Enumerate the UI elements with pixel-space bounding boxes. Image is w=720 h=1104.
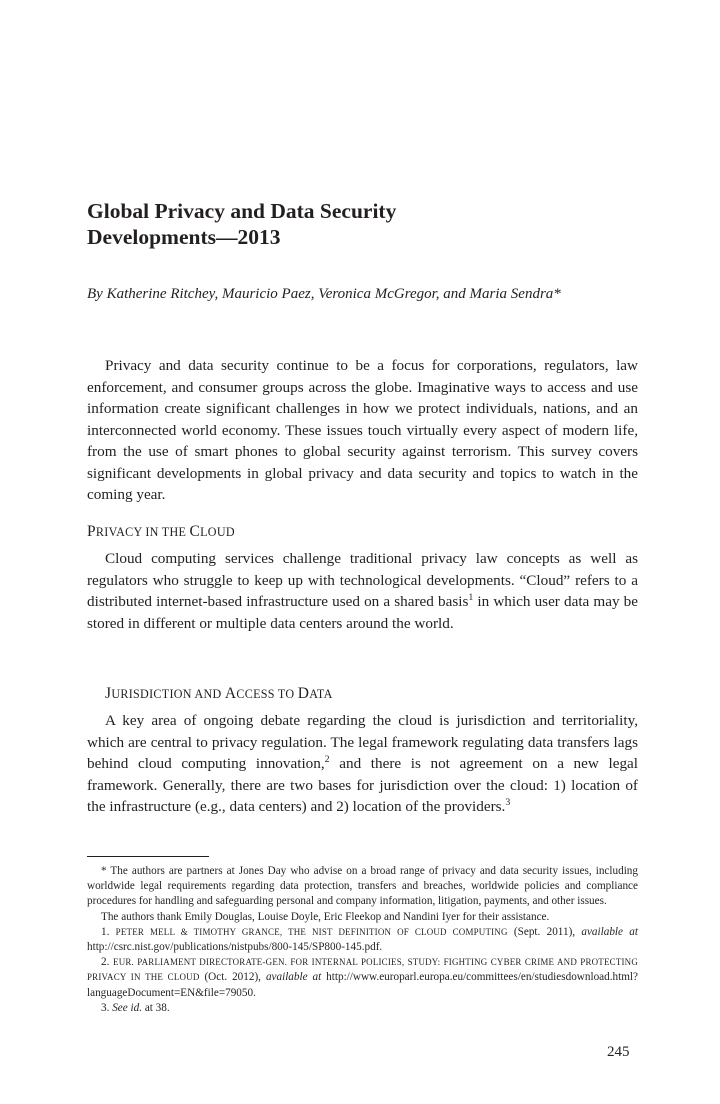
page-number: 245 — [607, 1044, 630, 1060]
heading-initial: C — [189, 523, 201, 540]
footnote-divider — [87, 856, 209, 857]
footnote-star: * The authors are partners at Jones Day who advise on a broad range of privacy and data security issues, including worldwide legal requirements regarding data protection, transfers and breaches, worldwide policies and compliance procedures for handling and safeguarding personal and company information, litigation, payments, and other issues. — [87, 865, 638, 908]
heading-initial: P — [87, 523, 96, 540]
cloud-paragraph — [87, 548, 638, 634]
footnotes — [87, 864, 638, 1016]
footnote-ref-1: 1 — [468, 592, 474, 604]
footnote-available-at: available at — [265, 971, 322, 984]
heading-small-caps: ATA — [309, 687, 333, 701]
footnote-number: 3. — [101, 1001, 110, 1014]
article-title — [87, 198, 647, 250]
footnote-url[interactable]: http://www.europarl.europa.eu/committees/en/studiesdownload.html?languageDocument=EN&file=79050. — [87, 971, 638, 999]
jurisdiction-paragraph — [87, 710, 638, 818]
footnote-3 — [87, 1001, 638, 1016]
cloud-paragraph-text: in which user data may be stored in different or multiple data centers around the world. — [87, 593, 638, 632]
article-title-line-1: Global Privacy and Data Security — [87, 199, 397, 223]
subsection-heading-jurisdiction — [105, 685, 333, 703]
footnote-available-at: available at — [581, 925, 638, 938]
footnote-thanks: The authors thank Emily Douglas, Louise Doyle, Eric Fleekop and Nandini Iyer for their assistance. — [101, 910, 550, 923]
intro-paragraph: Privacy and data security continue to be a focus for corporations, regulators, law enforcement, and consumer groups across the globe. Imaginative ways to access and use information create significant challenges in how we protect individuals, nations, and an interconnected world economy. These issues touch virtually every aspect of modern life, from the use of smart phones to global security against terrorism. This survey covers significant developments in global privacy and data security and topics to watch in the coming year. — [87, 357, 638, 503]
jurisdiction-paragraph-text: and there is not agreement on a new legal framework. Generally, there are two bases for jurisdiction over the cloud: 1) location of the infrastructure (e.g., data centers) and 2) location of the providers. — [87, 755, 638, 815]
heading-small-caps: LOUD — [200, 525, 235, 539]
author-byline: By Katherine Ritchey, Mauricio Paez, Veronica McGregor, and Maria Sendra* — [87, 286, 561, 302]
footnote-url[interactable]: http://csrc.nist.gov/publications/nistpubs/800-145/SP800-145.pdf. — [87, 941, 383, 954]
heading-initial: A — [224, 685, 237, 702]
footnote-1 — [87, 925, 638, 955]
footnote-ref-2: 2 — [324, 754, 330, 766]
cloud-paragraph-text: Cloud computing services challenge traditional privacy law concepts as well as regulators who struggle to keep up with technological developments. “Cloud” refers to a distributed internet-based infrastructure used on a shared basis — [87, 550, 638, 610]
heading-small-caps: CCESS TO — [236, 687, 298, 701]
footnote-2 — [87, 955, 638, 1001]
section-heading-privacy-in-the-cloud — [87, 523, 235, 541]
heading-small-caps: RIVACY IN THE — [95, 525, 190, 539]
jurisdiction-paragraph-text: A key area of ongoing debate regarding the cloud is jurisdiction and territoriality, which are central to privacy regulation. The legal framework regulating data transfers lags behind cloud computing innovation, — [87, 712, 638, 772]
footnote-number: 2. — [101, 956, 110, 969]
footnote-ref-3: 3 — [505, 797, 511, 809]
footnote-citation: EUR. PARLIAMENT DIRECTORATE-GEN. FOR INTERNAL POLICIES, STUDY: FIGHTING CYBER CRIME AND PROTECTING PRIVACY IN THE CLOUD — [87, 957, 638, 983]
footnote-citation: PETER MELL & TIMOTHY GRANCE, THE NIST DEFINITION OF CLOUD COMPUTING — [115, 926, 508, 937]
footnote-text: at 38. — [142, 1001, 170, 1014]
footnote-date: (Oct. 2012), — [199, 971, 266, 984]
article-title-line-2: Developments—2013 — [87, 225, 281, 249]
footnote-date: (Sept. 2011), — [507, 925, 582, 938]
footnote-see-id: See id. — [112, 1001, 143, 1014]
heading-initial: J — [105, 685, 112, 702]
heading-initial: D — [297, 685, 310, 702]
heading-small-caps: URISDICTION AND — [111, 687, 225, 701]
footnote-number: 1. — [101, 925, 110, 938]
